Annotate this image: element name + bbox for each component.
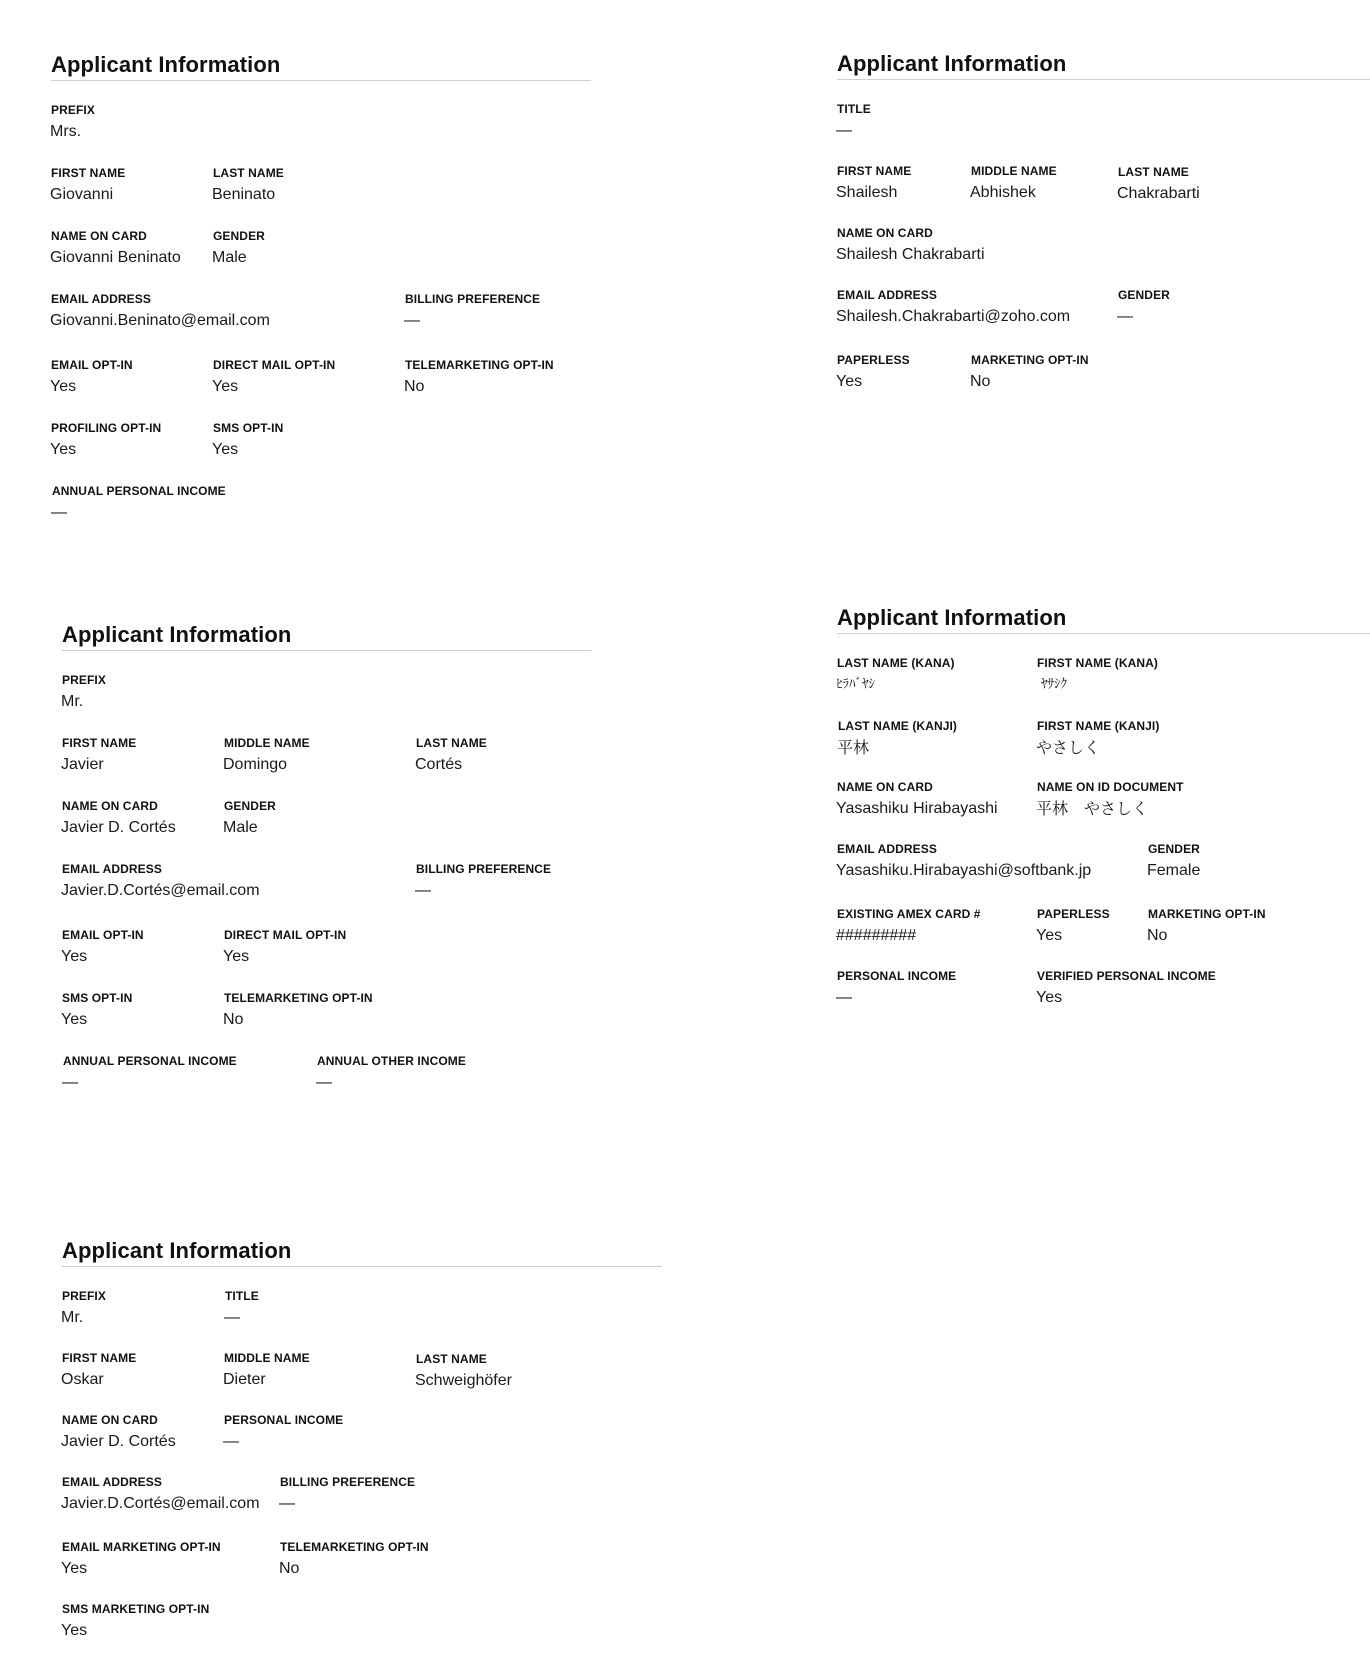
field-value: Giovanni.Beninato@email.com <box>50 312 270 329</box>
field-value: Beninato <box>212 186 276 203</box>
field-name-on-card <box>51 229 181 268</box>
field-label: EXISTING AMEX CARD # <box>837 907 981 921</box>
field-value: Javier.D.Cortés@email.com <box>61 882 260 899</box>
field-middle-name <box>224 736 310 775</box>
field-value: Yes <box>1036 989 1063 1006</box>
field-annual-personal-income <box>52 484 226 523</box>
field-value: 平林 やさしく <box>1036 799 1149 818</box>
field-label: PREFIX <box>51 103 95 117</box>
field-label: FIRST NAME <box>51 166 126 180</box>
field-email-opt-in <box>62 928 144 967</box>
field-value: Yes <box>61 1011 88 1028</box>
field-first-name-kanji <box>1037 719 1159 758</box>
field-email-address <box>837 842 1091 881</box>
field-sms-opt-in <box>62 991 132 1030</box>
field-label: LAST NAME <box>213 166 284 180</box>
field-name-on-card <box>837 780 998 819</box>
field-label: PAPERLESS <box>1037 907 1110 921</box>
field-label: EMAIL ADDRESS <box>837 288 937 302</box>
field-label: LAST NAME (KANJI) <box>838 719 958 733</box>
field-telemarketing-opt-in <box>405 358 554 397</box>
applicant-info-panel-4 <box>837 605 1370 1015</box>
field-label: FIRST NAME <box>837 164 912 178</box>
field-value: ﾔｻｼｸ <box>1041 677 1067 692</box>
field-label: TELEMARKETING OPT-IN <box>280 1540 429 1554</box>
field-value: — <box>62 1074 78 1091</box>
field-label: FIRST NAME <box>62 1351 137 1365</box>
field-label: EMAIL MARKETING OPT-IN <box>62 1540 221 1554</box>
field-label: VERIFIED PERSONAL INCOME <box>1037 969 1216 983</box>
field-value: Chakrabarti <box>1117 185 1200 202</box>
field-billing-preference <box>280 1475 415 1514</box>
field-first-name <box>62 736 136 775</box>
field-value: — <box>1117 308 1133 325</box>
field-value: — <box>279 1495 295 1512</box>
field-value: No <box>970 373 991 390</box>
field-label: BILLING PREFERENCE <box>280 1475 416 1489</box>
field-middle-name <box>971 164 1057 203</box>
field-email-address <box>62 862 260 901</box>
field-label: TITLE <box>837 102 871 116</box>
field-email-marketing-opt-in <box>62 1540 221 1579</box>
applicant-info-panel-3 <box>62 622 591 1092</box>
field-value: — <box>836 122 852 139</box>
field-sms-opt-in <box>213 421 283 460</box>
field-label: BILLING PREFERENCE <box>416 862 552 876</box>
field-label: SMS OPT-IN <box>213 421 284 435</box>
field-value: — <box>51 504 67 521</box>
field-label: ANNUAL OTHER INCOME <box>317 1054 467 1068</box>
applicant-info-panel-5 <box>62 1238 662 1648</box>
field-personal-income <box>224 1413 343 1452</box>
field-value: Yasashiku Hirabayashi <box>836 800 998 817</box>
field-label: LAST NAME <box>1118 165 1189 179</box>
field-label: LAST NAME <box>416 736 487 750</box>
field-first-name <box>51 166 125 205</box>
section-divider <box>62 1266 662 1267</box>
field-existing-amex-card <box>837 907 981 946</box>
field-billing-preference <box>405 292 540 331</box>
field-label: EMAIL ADDRESS <box>837 842 937 856</box>
field-value: Giovanni Beninato <box>50 249 181 266</box>
field-label: NAME ON CARD <box>51 229 147 243</box>
field-label: MIDDLE NAME <box>224 736 310 750</box>
field-last-name <box>1118 165 1200 204</box>
field-billing-preference <box>416 862 551 901</box>
field-personal-income <box>837 969 956 1008</box>
field-label: FIRST NAME (KANJI) <box>1037 719 1160 733</box>
field-value: Dieter <box>223 1371 266 1388</box>
field-label: PREFIX <box>62 673 106 687</box>
field-value: Yes <box>212 441 239 458</box>
field-value: Yes <box>61 948 88 965</box>
field-name-on-id-document <box>1037 780 1184 819</box>
field-label: LAST NAME <box>416 1352 487 1366</box>
field-middle-name <box>224 1351 310 1390</box>
field-label: ANNUAL PERSONAL INCOME <box>63 1054 237 1068</box>
field-first-name <box>62 1351 136 1390</box>
field-annual-personal-income <box>63 1054 237 1093</box>
field-value: Yes <box>50 378 77 395</box>
field-value: Cortés <box>415 756 463 773</box>
field-value: Javier D. Cortés <box>61 1433 176 1450</box>
field-value: Shailesh.Chakrabarti@zoho.com <box>836 308 1071 325</box>
field-label: TITLE <box>225 1289 259 1303</box>
field-value: Shailesh Chakrabarti <box>836 246 985 263</box>
field-name-on-card <box>837 226 985 265</box>
field-gender <box>1148 842 1200 881</box>
applicant-info-panel-1 <box>51 52 591 522</box>
field-value: Abhishek <box>970 184 1036 201</box>
field-prefix <box>62 1289 106 1328</box>
field-last-name-kanji <box>838 719 957 758</box>
field-prefix <box>51 103 95 142</box>
field-label: LAST NAME (KANA) <box>837 656 955 670</box>
field-label: PREFIX <box>62 1289 106 1303</box>
field-title <box>837 102 871 141</box>
field-label: ANNUAL PERSONAL INCOME <box>52 484 226 498</box>
field-label: EMAIL OPT-IN <box>62 928 144 942</box>
field-marketing-opt-in <box>1148 907 1266 946</box>
field-label: EMAIL ADDRESS <box>51 292 151 306</box>
field-value: — <box>404 312 420 329</box>
field-value: Female <box>1147 862 1201 879</box>
field-label: GENDER <box>213 229 265 243</box>
field-value: Yes <box>1036 927 1063 944</box>
field-value: Yes <box>212 378 239 395</box>
field-direct-mail-opt-in <box>213 358 335 397</box>
field-value: — <box>224 1309 240 1326</box>
field-label: NAME ON CARD <box>62 1413 158 1427</box>
field-paperless <box>1037 907 1110 946</box>
section-divider <box>51 80 591 81</box>
field-marketing-opt-in <box>971 353 1089 392</box>
field-last-name <box>213 166 284 205</box>
field-label: GENDER <box>1118 288 1170 302</box>
field-value: Mr. <box>61 1309 84 1326</box>
field-label: MARKETING OPT-IN <box>1148 907 1266 921</box>
field-label: DIRECT MAIL OPT-IN <box>213 358 336 372</box>
field-label: PAPERLESS <box>837 353 910 367</box>
field-prefix <box>62 673 106 712</box>
field-first-name-kana <box>1037 656 1158 695</box>
field-value: Domingo <box>223 756 288 773</box>
field-label: PERSONAL INCOME <box>224 1413 344 1427</box>
field-last-name <box>416 1352 512 1391</box>
field-value: No <box>1147 927 1168 944</box>
field-value: Yes <box>50 441 77 458</box>
field-value: Schweighöfer <box>415 1372 512 1389</box>
field-value: Shailesh <box>836 184 898 201</box>
field-annual-other-income <box>317 1054 466 1093</box>
panel-title: Applicant Information <box>837 51 1067 76</box>
field-label: EMAIL ADDRESS <box>62 1475 162 1489</box>
field-label: MIDDLE NAME <box>971 164 1057 178</box>
field-label: MIDDLE NAME <box>224 1351 310 1365</box>
field-value: Javier.D.Cortés@email.com <box>61 1495 260 1512</box>
field-value: Male <box>212 249 247 266</box>
field-label: FIRST NAME <box>62 736 137 750</box>
field-email-address <box>62 1475 260 1514</box>
applicant-info-panel-2 <box>837 51 1370 391</box>
field-label: PERSONAL INCOME <box>837 969 957 983</box>
field-label: DIRECT MAIL OPT-IN <box>224 928 347 942</box>
field-label: PROFILING OPT-IN <box>51 421 162 435</box>
field-value: ﾋﾗﾊﾞﾔｼ <box>836 677 875 692</box>
panel-title: Applicant Information <box>62 1238 292 1263</box>
field-value: Javier <box>61 756 104 773</box>
field-label: SMS OPT-IN <box>62 991 133 1005</box>
field-paperless <box>837 353 910 392</box>
field-value: — <box>223 1433 239 1450</box>
field-gender <box>213 229 265 268</box>
field-value: Javier D. Cortés <box>61 819 176 836</box>
field-email-opt-in <box>51 358 133 397</box>
field-value: Yes <box>61 1560 88 1577</box>
field-title <box>225 1289 259 1328</box>
panel-title: Applicant Information <box>837 605 1067 630</box>
field-value: Mrs. <box>50 123 82 140</box>
field-verified-personal-income <box>1037 969 1216 1008</box>
field-value: やさしく <box>1036 738 1101 757</box>
field-label: MARKETING OPT-IN <box>971 353 1089 367</box>
field-label: NAME ON CARD <box>837 780 933 794</box>
field-label: EMAIL OPT-IN <box>51 358 133 372</box>
field-label: EMAIL ADDRESS <box>62 862 162 876</box>
section-divider <box>62 650 591 651</box>
field-value: No <box>279 1560 300 1577</box>
field-label: TELEMARKETING OPT-IN <box>405 358 554 372</box>
field-gender <box>224 799 276 838</box>
field-last-name <box>416 736 487 775</box>
field-value: Yes <box>836 373 863 390</box>
field-gender <box>1118 288 1170 327</box>
field-value: Yasashiku.Hirabayashi@softbank.jp <box>836 862 1092 879</box>
field-value: Oskar <box>61 1371 104 1388</box>
field-value: ######### <box>836 927 917 944</box>
field-name-on-card <box>62 799 176 838</box>
field-value: 平林 <box>837 738 870 757</box>
field-last-name-kana <box>837 656 955 695</box>
field-value: No <box>404 378 425 395</box>
field-value: Male <box>223 819 258 836</box>
field-label: BILLING PREFERENCE <box>405 292 541 306</box>
field-label: GENDER <box>224 799 276 813</box>
field-telemarketing-opt-in <box>224 991 373 1030</box>
section-divider <box>837 79 1370 80</box>
field-label: TELEMARKETING OPT-IN <box>224 991 373 1005</box>
field-label: NAME ON CARD <box>837 226 933 240</box>
panel-title: Applicant Information <box>51 52 281 77</box>
field-telemarketing-opt-in <box>280 1540 429 1579</box>
field-email-address <box>51 292 270 331</box>
field-label: NAME ON ID DOCUMENT <box>1037 780 1184 794</box>
field-value: Yes <box>61 1622 88 1639</box>
field-profiling-opt-in <box>51 421 161 460</box>
field-value: Mr. <box>61 693 84 710</box>
field-email-address <box>837 288 1070 327</box>
panel-title: Applicant Information <box>62 622 292 647</box>
field-label: SMS MARKETING OPT-IN <box>62 1602 210 1616</box>
field-label: GENDER <box>1148 842 1200 856</box>
field-direct-mail-opt-in <box>224 928 346 967</box>
field-sms-marketing-opt-in <box>62 1602 209 1641</box>
field-value: No <box>223 1011 244 1028</box>
field-label: FIRST NAME (KANA) <box>1037 656 1159 670</box>
field-value: Giovanni <box>50 186 114 203</box>
field-first-name <box>837 164 911 203</box>
field-name-on-card <box>62 1413 176 1452</box>
field-value: — <box>415 882 431 899</box>
field-value: Yes <box>223 948 250 965</box>
section-divider <box>837 633 1370 634</box>
field-label: NAME ON CARD <box>62 799 158 813</box>
field-value: — <box>316 1074 332 1091</box>
field-value: — <box>836 989 852 1006</box>
